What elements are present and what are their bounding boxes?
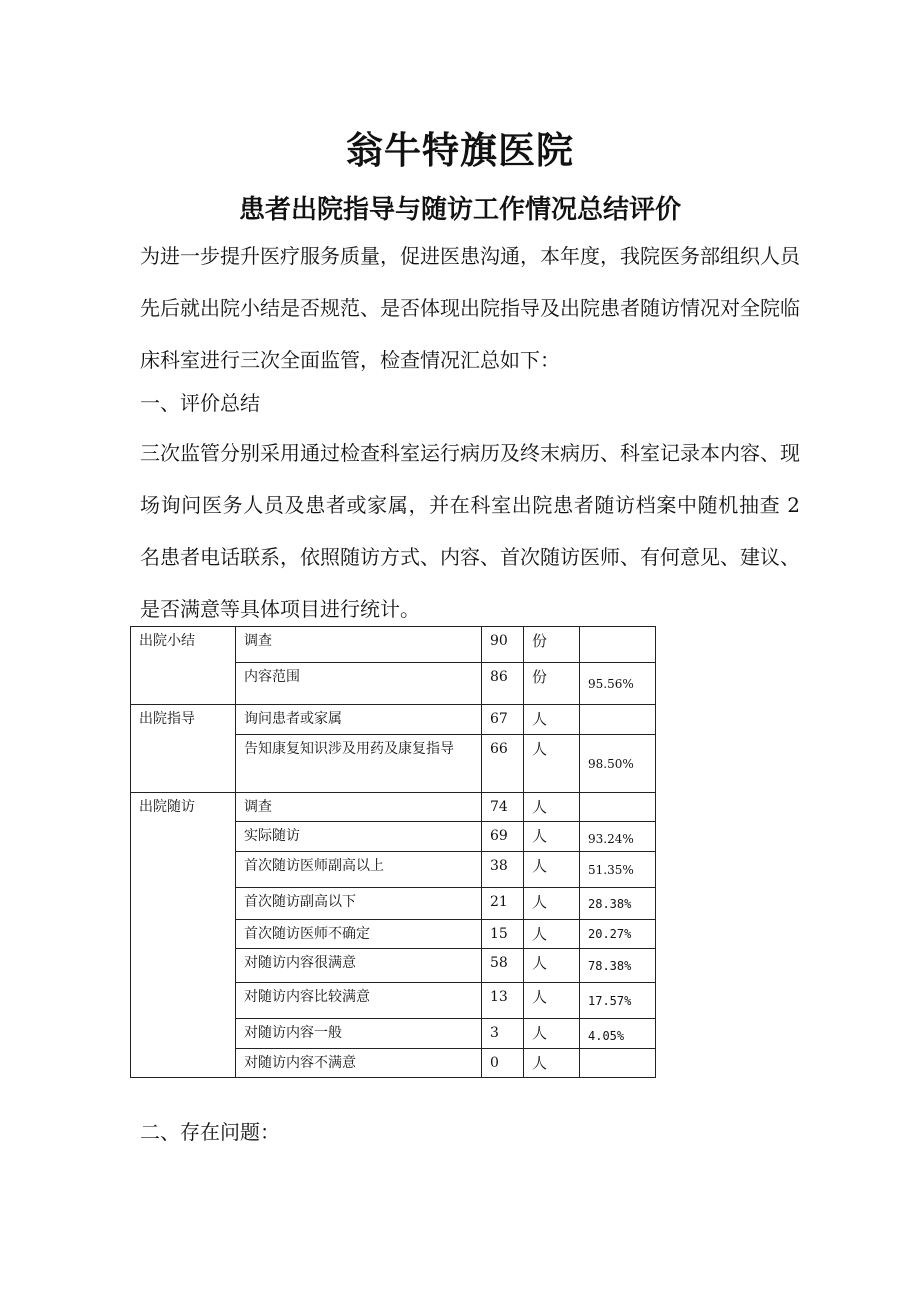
table-row	[131, 705, 656, 735]
item-cell: 对随访内容很满意	[236, 949, 482, 983]
item-cell: 调查	[236, 627, 482, 663]
count-cell: 58	[482, 949, 524, 983]
percent-cell	[580, 793, 656, 822]
unit-cell: 人	[524, 920, 580, 949]
group-label: 出院小结	[131, 627, 236, 705]
section1-heading: 一、评价总结	[140, 391, 260, 415]
unit-cell: 人	[524, 822, 580, 852]
percent-cell: 93.24%	[580, 822, 656, 852]
group-label: 出院随访	[131, 793, 236, 1078]
percent-cell	[580, 1049, 656, 1078]
item-cell: 内容范围	[236, 663, 482, 705]
item-cell: 首次随访副高以下	[236, 888, 482, 920]
document-title: 翁牛特旗医院	[346, 128, 574, 172]
count-cell: 13	[482, 983, 524, 1019]
count-cell: 38	[482, 852, 524, 888]
unit-cell: 份	[524, 627, 580, 663]
table-row	[131, 793, 656, 822]
unit-cell: 人	[524, 793, 580, 822]
section1-paragraph: 三次监管分别采用通过检查科室运行病历及终末病历、科室记录本内容、现场询问医务人员及患者或家属，并在科室出院患者随访档案中随机抽查 2 名患者电话联系，依照随访方式、内容、首次随访医师、有何意见、建议、是否满意等具体项目进行统计。	[140, 441, 800, 621]
unit-cell: 人	[524, 735, 580, 793]
unit-cell: 人	[524, 1049, 580, 1078]
item-cell: 首次随访医师副高以上	[236, 852, 482, 888]
count-cell: 90	[482, 627, 524, 663]
percent-cell: 51.35%	[580, 852, 656, 888]
unit-cell: 人	[524, 983, 580, 1019]
count-cell: 15	[482, 920, 524, 949]
count-cell: 69	[482, 822, 524, 852]
group-label: 出院指导	[131, 705, 236, 793]
count-cell: 66	[482, 735, 524, 793]
percent-cell	[580, 627, 656, 663]
percent-cell: 17.57%	[580, 983, 656, 1019]
table-row	[131, 627, 656, 663]
item-cell: 调查	[236, 793, 482, 822]
unit-cell: 人	[524, 888, 580, 920]
count-cell: 67	[482, 705, 524, 735]
percent-cell	[580, 705, 656, 735]
count-cell: 3	[482, 1019, 524, 1049]
unit-cell: 人	[524, 852, 580, 888]
item-cell: 对随访内容一般	[236, 1019, 482, 1049]
item-cell: 对随访内容比较满意	[236, 983, 482, 1019]
count-cell: 86	[482, 663, 524, 705]
count-cell: 74	[482, 793, 524, 822]
unit-cell: 人	[524, 1019, 580, 1049]
statistics-table	[130, 626, 656, 1078]
item-cell: 询问患者或家属	[236, 705, 482, 735]
percent-cell: 20.27%	[580, 920, 656, 949]
percent-cell: 98.50%	[580, 735, 656, 793]
percent-cell: 95.56%	[580, 663, 656, 705]
item-cell: 告知康复知识涉及用药及康复指导	[236, 735, 482, 793]
document-subtitle: 患者出院指导与随访工作情况总结评价	[238, 195, 681, 225]
unit-cell: 份	[524, 663, 580, 705]
unit-cell: 人	[524, 949, 580, 983]
percent-cell: 78.38%	[580, 949, 656, 983]
item-cell: 实际随访	[236, 822, 482, 852]
section2-heading: 二、存在问题：	[140, 1120, 280, 1144]
unit-cell: 人	[524, 705, 580, 735]
intro-paragraph: 为进一步提升医疗服务质量，促进医患沟通，本年度，我院医务部组织人员先后就出院小结是否规范、是否体现出院指导及出院患者随访情况对全院临床科室进行三次全面监管，检查情况汇总如下：	[140, 244, 800, 372]
count-cell: 21	[482, 888, 524, 920]
percent-cell: 28.38%	[580, 888, 656, 920]
item-cell: 对随访内容不满意	[236, 1049, 482, 1078]
item-cell: 首次随访医师不确定	[236, 920, 482, 949]
percent-cell: 4.05%	[580, 1019, 656, 1049]
count-cell: 0	[482, 1049, 524, 1078]
